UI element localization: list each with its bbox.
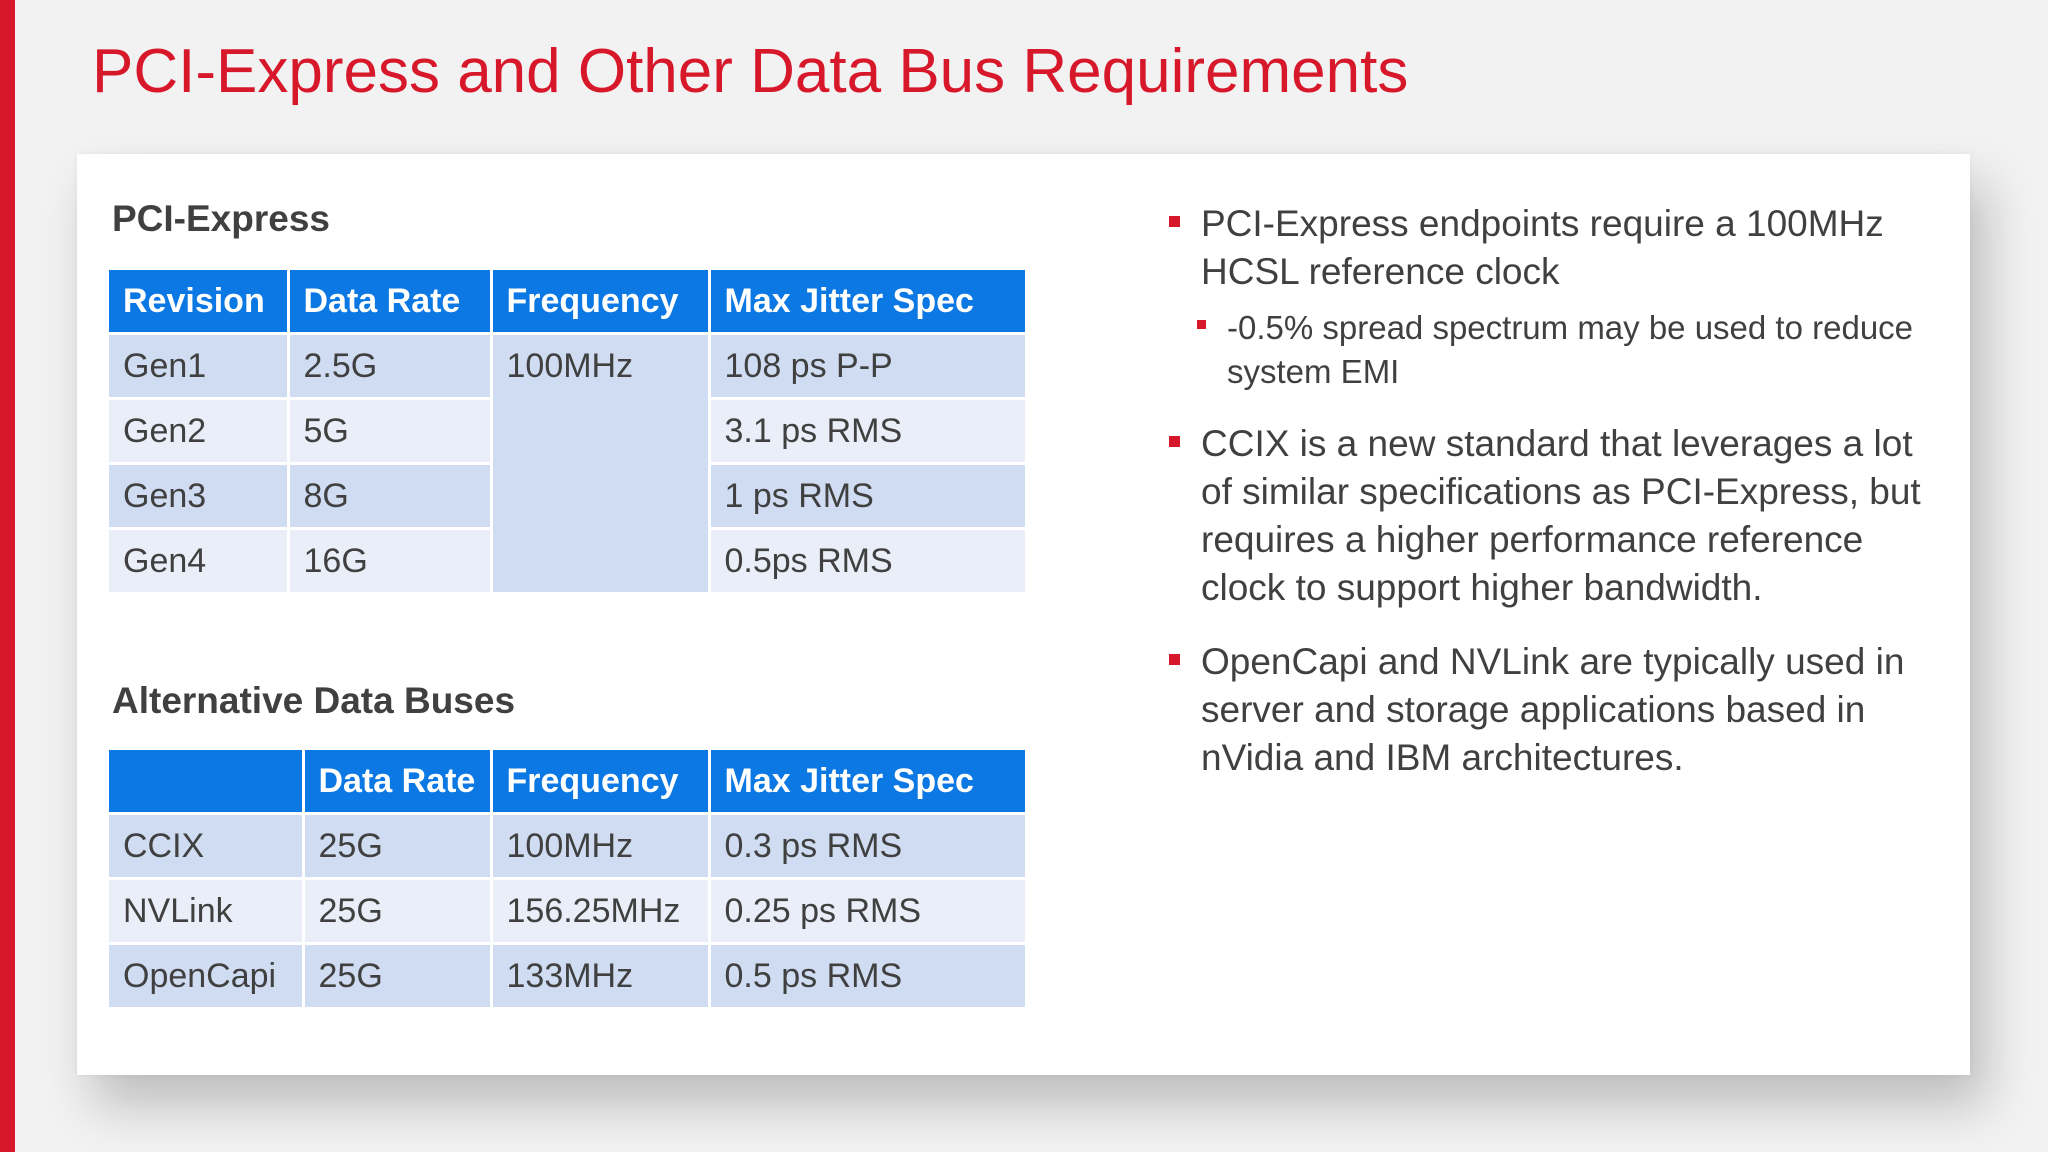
column-header-data-rate: Data Rate <box>303 750 491 814</box>
alt-buses-heading: Alternative Data Buses <box>112 680 516 721</box>
cell-revision: Gen3 <box>109 464 288 529</box>
cell-data-rate: 25G <box>303 814 491 879</box>
bullet-marker <box>1169 216 1180 227</box>
cell-max-jitter: 0.25 ps RMS <box>709 879 1025 944</box>
slide-title: PCI-Express and Other Data Bus Requirements <box>92 37 1409 106</box>
cell-revision: Gen2 <box>109 399 288 464</box>
cell-max-jitter: 0.5ps RMS <box>709 529 1025 593</box>
bullet-item <box>1167 420 1937 612</box>
column-header-frequency: Frequency <box>491 750 709 814</box>
table-row <box>109 944 1025 1008</box>
bullet-text: OpenCapi and NVLink are typically used in server and storage applications based in nVidia and IBM architectures. <box>1201 641 1905 778</box>
column-header-frequency: Frequency <box>491 270 709 334</box>
table-row <box>109 334 1025 399</box>
cell-bus: CCIX <box>109 814 303 879</box>
alt-buses-table <box>109 750 1025 1007</box>
bullet-item <box>1167 200 1937 296</box>
bullet-item <box>1167 638 1937 782</box>
cell-max-jitter: 1 ps RMS <box>709 464 1025 529</box>
column-header-bus <box>109 750 303 814</box>
pcie-heading: PCI-Express <box>112 198 330 239</box>
cell-bus: NVLink <box>109 879 303 944</box>
table-row <box>109 814 1025 879</box>
cell-data-rate: 5G <box>288 399 491 464</box>
cell-max-jitter: 0.5 ps RMS <box>709 944 1025 1008</box>
bullet-list <box>1167 200 1937 782</box>
column-header-data-rate: Data Rate <box>288 270 491 334</box>
cell-data-rate: 25G <box>303 879 491 944</box>
cell-revision: Gen1 <box>109 334 288 399</box>
cell-frequency: 156.25MHz <box>491 879 709 944</box>
cell-frequency: 133MHz <box>491 944 709 1008</box>
bullet-text: CCIX is a new standard that leverages a lot of similar specifications as PCI-Express, but requires a higher performance reference clock to support higher bandwidth. <box>1201 423 1921 608</box>
cell-revision: Gen4 <box>109 529 288 593</box>
table-row <box>109 879 1025 944</box>
pcie-table <box>109 270 1025 592</box>
cell-frequency-merged: 100MHz <box>491 334 709 593</box>
content-panel <box>77 154 1970 1075</box>
cell-data-rate: 16G <box>288 529 491 593</box>
bullet-marker <box>1197 320 1206 329</box>
cell-bus: OpenCapi <box>109 944 303 1008</box>
cell-data-rate: 8G <box>288 464 491 529</box>
accent-bar <box>0 0 15 1152</box>
column-header-max-jitter: Max Jitter Spec <box>709 750 1025 814</box>
cell-max-jitter: 108 ps P-P <box>709 334 1025 399</box>
sub-bullet-text: -0.5% spread spectrum may be used to reduce system EMI <box>1227 309 1914 390</box>
cell-data-rate: 2.5G <box>288 334 491 399</box>
sub-bullet-item <box>1197 306 1937 394</box>
cell-data-rate: 25G <box>303 944 491 1008</box>
cell-max-jitter: 3.1 ps RMS <box>709 399 1025 464</box>
column-header-revision: Revision <box>109 270 288 334</box>
table-header-row <box>109 750 1025 814</box>
bullet-marker <box>1169 654 1180 665</box>
bullet-marker <box>1169 436 1180 447</box>
cell-max-jitter: 0.3 ps RMS <box>709 814 1025 879</box>
table-header-row <box>109 270 1025 334</box>
column-header-max-jitter: Max Jitter Spec <box>709 270 1025 334</box>
cell-frequency: 100MHz <box>491 814 709 879</box>
bullet-text: PCI-Express endpoints require a 100MHz HCSL reference clock <box>1201 203 1884 292</box>
